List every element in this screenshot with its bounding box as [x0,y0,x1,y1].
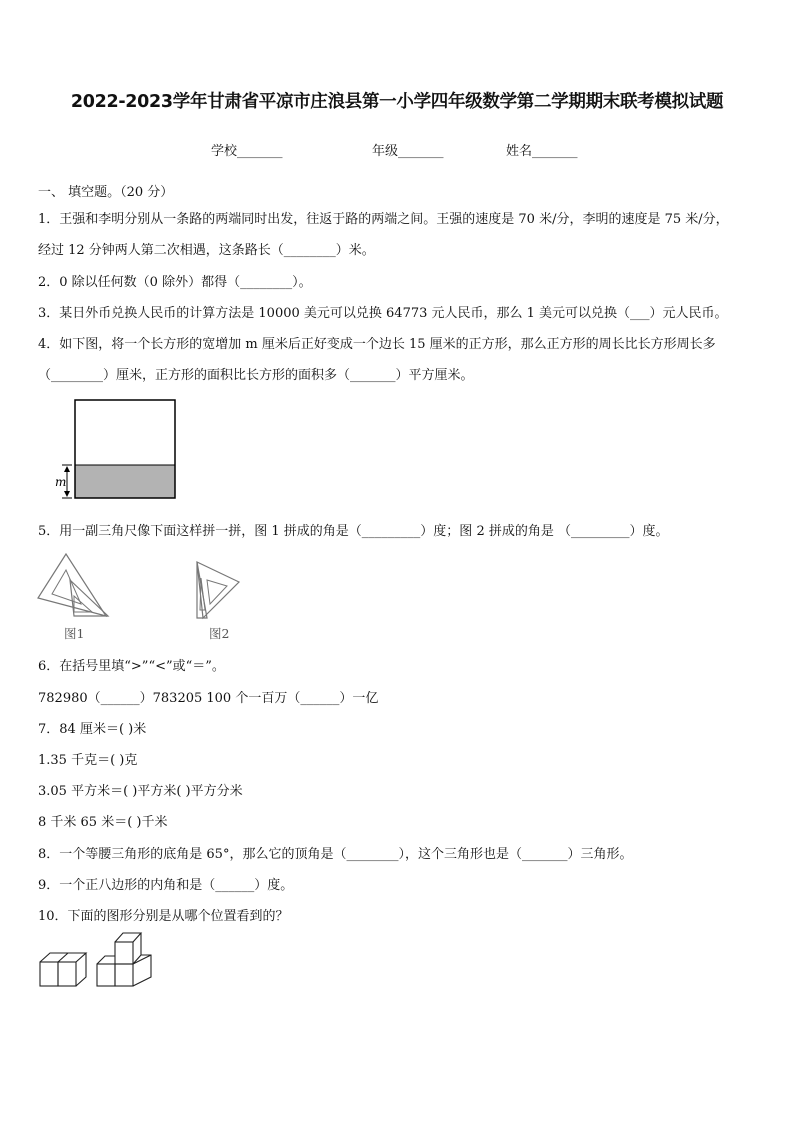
question-10: 10．下面的图形分别是从哪个位置看到的？ [38,909,289,924]
question-3: 3．某日外币兑换人民币的计算方法是 10000 美元可以兑换 64773 元人民币，那么 1 美元可以兑换（___）元人民币。 [38,306,728,321]
name-field: 姓名_______ [506,144,578,159]
added-strip [75,465,175,498]
question-7: 7．84 厘米＝( )米 [38,722,147,737]
question-8: 8．一个等腰三角形的底角是 65°，那么它的顶角是（________），这个三角形也是（_______）三角形。 [38,847,633,862]
page-title: 2022-2023学年甘肃省平凉市庄浪县第一小学四年级数学第二学期期末联考模拟试题 [70,92,724,112]
question-1-line-1: 1．王强和李明分别从一条路的两端同时出发，往返于路的两端之间。王强的速度是 70 米/分，李明的速度是 75 米/分， [38,212,729,227]
question-6: 6．在括号里填“>”“<”或“＝”。 [38,659,225,674]
school-field: 学校_______ [211,144,283,159]
triangle-ruler-figure-1 [36,552,116,624]
question-6-items: 782980（______）783205 100 个一百万（______）一亿 [38,691,379,706]
figure-1-caption: 图1 [64,626,85,641]
cube-figure-1 [38,950,88,990]
question-5: 5．用一副三角尺像下面这样拼一拼，图 1 拼成的角是（_________）度；图 2 拼成的角是 （_________）度。 [38,524,669,539]
m-label: m [55,475,67,489]
cube-figure-2 [95,930,157,990]
question-4-line-2: （________）厘米，正方形的面积比长方形的面积多（_______）平方厘米。 [38,368,474,383]
question-7-d: 8 千米 65 米＝( )千米 [38,815,168,830]
question-9: 9．一个正八边形的内角和是（______）度。 [38,878,294,893]
question-4-line-1: 4．如下图，将一个长方形的宽增加 m 厘米后正好变成一个边长 15 厘米的正方形，那么正方形的周长比长方形周长多 [38,337,716,352]
triangle-ruler-figure-2 [193,558,249,620]
question-7-c: 3.05 平方米＝( )平方米( )平方分米 [38,784,243,799]
question-7-b: 1.35 千克＝( )克 [38,753,138,768]
section-heading: 一、 填空题。（20 分） [38,185,174,200]
question-2: 2．0 除以任何数（0 除外）都得（________）。 [38,275,312,290]
rectangle-figure [44,396,184,504]
grade-field: 年级_______ [372,144,444,159]
figure-2-caption: 图2 [209,626,230,641]
question-1-line-2: 经过 12 分钟两人第二次相遇，这条路长（________）米。 [38,243,375,258]
